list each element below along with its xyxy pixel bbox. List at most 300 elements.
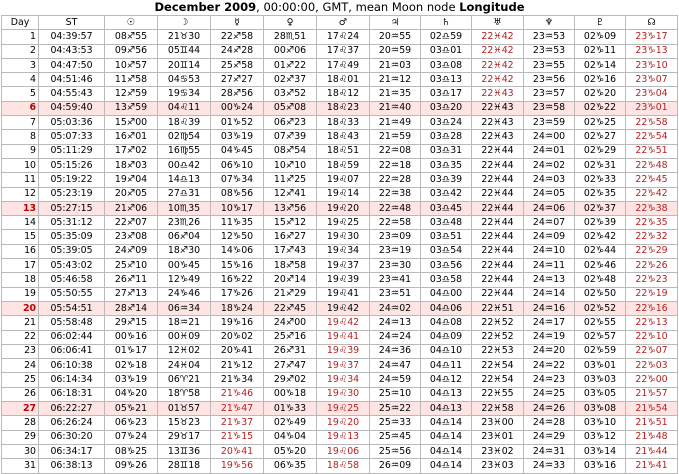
node-cell: 22♑26: [626, 259, 678, 273]
sidereal-time-cell: 06:30:20: [39, 430, 105, 444]
mars-cell: 19♌42: [317, 316, 370, 330]
neptune-cell: 24♒22: [524, 359, 575, 373]
venus-cell: 11♐25: [264, 173, 317, 187]
sun-cell: 20♐05: [105, 187, 158, 201]
moon-cell: 14♎13: [158, 173, 211, 187]
venus-cell: 15♐12: [264, 216, 317, 230]
sidereal-time-cell: 05:15:26: [39, 158, 105, 172]
mars-cell: 19♌07: [317, 173, 370, 187]
moon-cell: 18♌39: [158, 116, 211, 130]
mercury-cell: 20♑02: [211, 330, 264, 344]
table-row: [2, 58, 678, 72]
sidereal-time-cell: 06:22:27: [39, 402, 105, 416]
sun-cell: 01♑17: [105, 344, 158, 358]
title-month: December 2009: [154, 0, 257, 14]
moon-cell: 24♓04: [158, 359, 211, 373]
venus-cell: 02♑49: [264, 416, 317, 430]
jupiter-cell: 20♒59: [370, 44, 421, 58]
venus-cell: 16♐27: [264, 230, 317, 244]
node-cell: 21♑54: [626, 402, 678, 416]
venus-cell: 12♐41: [264, 187, 317, 201]
moon-cell: 15♉23: [158, 416, 211, 430]
saturn-cell: 03♎35: [421, 158, 472, 172]
moon-cell: 01♉57: [158, 402, 211, 416]
uranus-cell: 23♓00: [472, 416, 524, 430]
saturn-cell: 03♎20: [421, 101, 472, 115]
mercury-cell: 21♑34: [211, 373, 264, 387]
jupiter-cell: 24♒13: [370, 316, 421, 330]
sun-cell: 09♑26: [105, 459, 158, 473]
mercury-cell: 21♑15: [211, 430, 264, 444]
saturn-cell: 04♎13: [421, 387, 472, 401]
jupiter-cell: 23♒09: [370, 230, 421, 244]
mars-cell: 19♌39: [317, 344, 370, 358]
moon-cell: 16♍55: [158, 144, 211, 158]
table-row: [2, 230, 678, 244]
sun-cell: 27♐13: [105, 287, 158, 301]
node-cell: 21♑51: [626, 416, 678, 430]
day-cell: 16: [2, 244, 39, 258]
uranus-cell: 22♓43: [472, 116, 524, 130]
uranus-cell: 22♓58: [472, 402, 524, 416]
sidereal-time-cell: 05:11:29: [39, 144, 105, 158]
jupiter-cell: 22♒28: [370, 173, 421, 187]
mercury-cell: 11♑35: [211, 216, 264, 230]
neptune-cell: 24♒17: [524, 316, 575, 330]
pluto-cell: 02♑29: [575, 144, 626, 158]
moon-cell: 00♓09: [158, 330, 211, 344]
neptune-cell: 24♒02: [524, 158, 575, 172]
saturn-cell: 04♎09: [421, 330, 472, 344]
pluto-cell: 02♑35: [575, 187, 626, 201]
table-row: [2, 44, 678, 58]
sidereal-time-cell: 04:51:46: [39, 73, 105, 87]
node-cell: 22♑13: [626, 316, 678, 330]
table-row: [2, 330, 678, 344]
mercury-cell: 15♑16: [211, 259, 264, 273]
moon-cell: 28♊18: [158, 459, 211, 473]
saturn-cell: 03♎28: [421, 130, 472, 144]
jupiter-cell: 21♒49: [370, 116, 421, 130]
sun-cell: 22♐07: [105, 216, 158, 230]
table-row: [2, 459, 678, 473]
mercury-cell: 21♑46: [211, 387, 264, 401]
day-cell: 2: [2, 44, 39, 58]
pluto-cell: 03♑05: [575, 387, 626, 401]
uranus-cell: 22♓51: [472, 301, 524, 315]
neptune-cell: 24♒31: [524, 444, 575, 458]
mercury-cell: 25♐58: [211, 58, 264, 72]
table-row: [2, 344, 678, 358]
mars-cell: 19♌37: [317, 259, 370, 273]
venus-cell: 28♏51: [264, 30, 317, 44]
col-neptune-icon: ♆: [524, 16, 575, 30]
node-cell: 22♑35: [626, 216, 678, 230]
moon-cell: 06♒34: [158, 301, 211, 315]
venus-cell: 21♐29: [264, 287, 317, 301]
node-cell: 22♑07: [626, 344, 678, 358]
sidereal-time-cell: 05:07:33: [39, 130, 105, 144]
sidereal-time-cell: 05:50:55: [39, 287, 105, 301]
sidereal-time-cell: 06:26:24: [39, 416, 105, 430]
moon-cell: 18♐30: [158, 244, 211, 258]
saturn-cell: 03♎31: [421, 144, 472, 158]
jupiter-cell: 21♒35: [370, 87, 421, 101]
day-cell: 15: [2, 230, 39, 244]
mars-cell: 19♌14: [317, 187, 370, 201]
node-cell: 22♑51: [626, 144, 678, 158]
table-row: [2, 444, 678, 458]
mercury-cell: 06♑10: [211, 158, 264, 172]
moon-cell: 06♐04: [158, 230, 211, 244]
day-cell: 23: [2, 344, 39, 358]
saturn-cell: 04♎10: [421, 344, 472, 358]
sun-cell: 15♐00: [105, 116, 158, 130]
mars-cell: 18♌51: [317, 144, 370, 158]
jupiter-cell: 26♒09: [370, 459, 421, 473]
col-mercury-icon: ☿: [211, 16, 264, 30]
node-cell: 21♑48: [626, 430, 678, 444]
neptune-cell: 24♒19: [524, 330, 575, 344]
sun-cell: 24♐09: [105, 244, 158, 258]
node-cell: 22♑32: [626, 230, 678, 244]
table-row: [2, 187, 678, 201]
mars-cell: 18♌01: [317, 73, 370, 87]
sun-cell: 11♐58: [105, 73, 158, 87]
table-row: [2, 101, 678, 115]
mercury-cell: 18♑24: [211, 301, 264, 315]
col-node-icon: ☊: [626, 16, 678, 30]
jupiter-cell: 23♒30: [370, 259, 421, 273]
table-row: [2, 402, 678, 416]
day-cell: 21: [2, 316, 39, 330]
pluto-cell: 02♑11: [575, 44, 626, 58]
node-cell: 22♑48: [626, 158, 678, 172]
pluto-cell: 03♑16: [575, 459, 626, 473]
neptune-cell: 24♒25: [524, 387, 575, 401]
saturn-cell: 04♎00: [421, 287, 472, 301]
saturn-cell: 04♎14: [421, 430, 472, 444]
moon-cell: 18♈58: [158, 387, 211, 401]
table-row: [2, 244, 678, 258]
moon-cell: 06♈21: [158, 373, 211, 387]
sun-cell: 25♐10: [105, 259, 158, 273]
jupiter-cell: 24♒36: [370, 344, 421, 358]
saturn-cell: 04♎12: [421, 373, 472, 387]
venus-cell: 07♐39: [264, 130, 317, 144]
day-cell: 27: [2, 402, 39, 416]
moon-cell: 20♊14: [158, 58, 211, 72]
uranus-cell: 22♓43: [472, 101, 524, 115]
neptune-cell: 23♒59: [524, 116, 575, 130]
mars-cell: 18♌43: [317, 130, 370, 144]
col-jupiter-icon: ♃: [370, 16, 421, 30]
uranus-cell: 23♓03: [472, 459, 524, 473]
neptune-cell: 24♒20: [524, 344, 575, 358]
venus-cell: 24♐00: [264, 316, 317, 330]
jupiter-cell: 22♒48: [370, 201, 421, 215]
uranus-cell: 22♓44: [472, 158, 524, 172]
day-cell: 19: [2, 287, 39, 301]
sidereal-time-cell: 05:03:36: [39, 116, 105, 130]
jupiter-cell: 24♒24: [370, 330, 421, 344]
mercury-cell: 24♐28: [211, 44, 264, 58]
table-row: [2, 359, 678, 373]
moon-cell: 23♏26: [158, 216, 211, 230]
pluto-cell: 03♑08: [575, 402, 626, 416]
mercury-cell: 01♑52: [211, 116, 264, 130]
mercury-cell: 20♑41: [211, 344, 264, 358]
day-cell: 20: [2, 301, 39, 315]
uranus-cell: 22♓44: [472, 230, 524, 244]
mars-cell: 19♌30: [317, 230, 370, 244]
sun-cell: 19♐04: [105, 173, 158, 187]
mercury-cell: 14♑06: [211, 244, 264, 258]
col-moon-icon: ☽: [158, 16, 211, 30]
moon-cell: 27♎31: [158, 187, 211, 201]
sun-cell: 06♑23: [105, 416, 158, 430]
moon-cell: 12♑49: [158, 273, 211, 287]
day-cell: 17: [2, 259, 39, 273]
neptune-cell: 24♒26: [524, 402, 575, 416]
sun-cell: 07♑24: [105, 430, 158, 444]
node-cell: 22♑03: [626, 359, 678, 373]
mercury-cell: 03♑19: [211, 130, 264, 144]
venus-cell: 06♑35: [264, 459, 317, 473]
node-cell: 23♑04: [626, 87, 678, 101]
sun-cell: 03♑19: [105, 373, 158, 387]
col-pluto-icon: ♇: [575, 16, 626, 30]
sidereal-time-cell: 05:35:09: [39, 230, 105, 244]
mercury-cell: 22♐58: [211, 30, 264, 44]
saturn-cell: 02♎59: [421, 30, 472, 44]
pluto-cell: 02♑48: [575, 273, 626, 287]
mercury-cell: 07♑34: [211, 173, 264, 187]
node-cell: 22♑58: [626, 116, 678, 130]
neptune-cell: 24♒28: [524, 416, 575, 430]
title-details: , 00:00:00, GMT, mean Moon node: [256, 0, 460, 14]
moon-cell: 21♉30: [158, 30, 211, 44]
day-cell: 26: [2, 387, 39, 401]
day-cell: 6: [2, 101, 39, 115]
day-cell: 3: [2, 58, 39, 72]
sidereal-time-cell: 05:58:48: [39, 316, 105, 330]
node-cell: 22♑54: [626, 130, 678, 144]
neptune-cell: 23♒53: [524, 30, 575, 44]
mars-cell: 18♌58: [317, 459, 370, 473]
pluto-cell: 02♑20: [575, 87, 626, 101]
col-day: Day: [2, 16, 39, 30]
mercury-cell: 17♑26: [211, 287, 264, 301]
ephemeris-body: [2, 30, 678, 473]
sun-cell: 29♐15: [105, 316, 158, 330]
uranus-cell: 22♓44: [472, 216, 524, 230]
moon-cell: 04♌11: [158, 101, 211, 115]
moon-cell: 02♍54: [158, 130, 211, 144]
jupiter-cell: 21♒40: [370, 101, 421, 115]
node-cell: 21♑41: [626, 459, 678, 473]
uranus-cell: 22♓52: [472, 330, 524, 344]
uranus-cell: 22♓43: [472, 87, 524, 101]
sun-cell: 17♐02: [105, 144, 158, 158]
moon-cell: 12♓02: [158, 344, 211, 358]
pluto-cell: 02♑52: [575, 301, 626, 315]
neptune-cell: 24♒33: [524, 459, 575, 473]
sun-cell: 13♐59: [105, 101, 158, 115]
saturn-cell: 04♎06: [421, 301, 472, 315]
mars-cell: 19♌39: [317, 273, 370, 287]
moon-cell: 05♊44: [158, 44, 211, 58]
node-cell: 22♑10: [626, 330, 678, 344]
pluto-cell: 02♑37: [575, 201, 626, 215]
venus-cell: 22♐45: [264, 301, 317, 315]
sidereal-time-cell: 04:47:50: [39, 58, 105, 72]
venus-cell: 01♑33: [264, 402, 317, 416]
venus-cell: 08♐54: [264, 144, 317, 158]
sun-cell: 10♐57: [105, 58, 158, 72]
jupiter-cell: 25♒33: [370, 416, 421, 430]
uranus-cell: 22♓54: [472, 373, 524, 387]
jupiter-cell: 23♒51: [370, 287, 421, 301]
mercury-cell: 28♐56: [211, 87, 264, 101]
jupiter-cell: 23♒19: [370, 244, 421, 258]
mars-cell: 19♌42: [317, 301, 370, 315]
mars-cell: 19♌25: [317, 402, 370, 416]
pluto-cell: 03♑01: [575, 359, 626, 373]
neptune-cell: 24♒05: [524, 187, 575, 201]
venus-cell: 17♐43: [264, 244, 317, 258]
saturn-cell: 04♎11: [421, 359, 472, 373]
uranus-cell: 22♓52: [472, 316, 524, 330]
sidereal-time-cell: 05:31:12: [39, 216, 105, 230]
sidereal-time-cell: 05:43:02: [39, 259, 105, 273]
pluto-cell: 02♑33: [575, 173, 626, 187]
sidereal-time-cell: 05:39:05: [39, 244, 105, 258]
pluto-cell: 02♑27: [575, 130, 626, 144]
uranus-cell: 22♓44: [472, 201, 524, 215]
venus-cell: 02♐37: [264, 73, 317, 87]
table-row: [2, 373, 678, 387]
mars-cell: 19♌37: [317, 359, 370, 373]
col-venus-icon: ♀: [264, 16, 317, 30]
jupiter-cell: 21♒59: [370, 130, 421, 144]
uranus-cell: 22♓44: [472, 173, 524, 187]
sun-cell: 02♑18: [105, 359, 158, 373]
mercury-cell: 19♑56: [211, 459, 264, 473]
uranus-cell: 22♓55: [472, 387, 524, 401]
pluto-cell: 02♑16: [575, 73, 626, 87]
table-row: [2, 30, 678, 44]
uranus-cell: 22♓44: [472, 187, 524, 201]
uranus-cell: 22♓44: [472, 287, 524, 301]
sidereal-time-cell: 05:19:22: [39, 173, 105, 187]
mars-cell: 19♌13: [317, 430, 370, 444]
table-row: [2, 116, 678, 130]
mars-cell: 17♌37: [317, 44, 370, 58]
saturn-cell: 03♎54: [421, 244, 472, 258]
neptune-cell: 24♒09: [524, 230, 575, 244]
node-cell: 22♑23: [626, 273, 678, 287]
pluto-cell: 02♑42: [575, 230, 626, 244]
day-cell: 1: [2, 30, 39, 44]
mercury-cell: 04♑45: [211, 144, 264, 158]
sun-cell: 08♑25: [105, 444, 158, 458]
node-cell: 23♑07: [626, 73, 678, 87]
venus-cell: 04♑04: [264, 430, 317, 444]
saturn-cell: 03♎51: [421, 230, 472, 244]
jupiter-cell: 25♒10: [370, 387, 421, 401]
node-cell: 23♑10: [626, 58, 678, 72]
table-row: [2, 173, 678, 187]
node-cell: 22♑19: [626, 287, 678, 301]
sun-cell: 05♑21: [105, 402, 158, 416]
col-uranus-icon: ♅: [472, 16, 524, 30]
pluto-cell: 02♑22: [575, 101, 626, 115]
uranus-cell: 22♓44: [472, 144, 524, 158]
neptune-cell: 23♒56: [524, 73, 575, 87]
saturn-cell: 03♎42: [421, 187, 472, 201]
mars-cell: 18♌12: [317, 87, 370, 101]
sidereal-time-cell: 06:02:44: [39, 330, 105, 344]
saturn-cell: 04♎14: [421, 459, 472, 473]
venus-cell: 20♐14: [264, 273, 317, 287]
moon-cell: 24♑46: [158, 287, 211, 301]
table-row: [2, 287, 678, 301]
saturn-cell: 03♎56: [421, 259, 472, 273]
table-row: [2, 87, 678, 101]
jupiter-cell: 25♒45: [370, 430, 421, 444]
neptune-cell: 24♒03: [524, 173, 575, 187]
day-cell: 18: [2, 273, 39, 287]
sidereal-time-cell: 06:06:41: [39, 344, 105, 358]
venus-cell: 06♐23: [264, 116, 317, 130]
mercury-cell: 19♑16: [211, 316, 264, 330]
sidereal-time-cell: 06:18:31: [39, 387, 105, 401]
sidereal-time-cell: 05:54:51: [39, 301, 105, 315]
pluto-cell: 02♑44: [575, 244, 626, 258]
jupiter-cell: 22♒58: [370, 216, 421, 230]
saturn-cell: 03♎58: [421, 273, 472, 287]
jupiter-cell: 22♒08: [370, 144, 421, 158]
sun-cell: 04♑20: [105, 387, 158, 401]
saturn-cell: 03♎24: [421, 116, 472, 130]
mars-cell: 19♌34: [317, 244, 370, 258]
node-cell: 21♑57: [626, 387, 678, 401]
pluto-cell: 02♑46: [575, 259, 626, 273]
mars-cell: 19♌25: [317, 216, 370, 230]
jupiter-cell: 21♒03: [370, 58, 421, 72]
sun-cell: 26♐11: [105, 273, 158, 287]
page-title: [0, 0, 679, 14]
jupiter-cell: 22♒38: [370, 187, 421, 201]
neptune-cell: 24♒06: [524, 201, 575, 215]
node-cell: 23♑01: [626, 101, 678, 115]
sidereal-time-cell: 05:27:15: [39, 201, 105, 215]
day-cell: 9: [2, 144, 39, 158]
moon-cell: 00♎42: [158, 158, 211, 172]
sidereal-time-cell: 06:10:38: [39, 359, 105, 373]
mars-cell: 19♌41: [317, 330, 370, 344]
uranus-cell: 22♓53: [472, 344, 524, 358]
pluto-cell: 02♑14: [575, 58, 626, 72]
day-cell: 11: [2, 173, 39, 187]
table-row: [2, 216, 678, 230]
sun-cell: 12♐59: [105, 87, 158, 101]
sidereal-time-cell: 05:23:19: [39, 187, 105, 201]
node-cell: 22♑00: [626, 373, 678, 387]
moon-cell: 04♋53: [158, 73, 211, 87]
sidereal-time-cell: 06:14:34: [39, 373, 105, 387]
